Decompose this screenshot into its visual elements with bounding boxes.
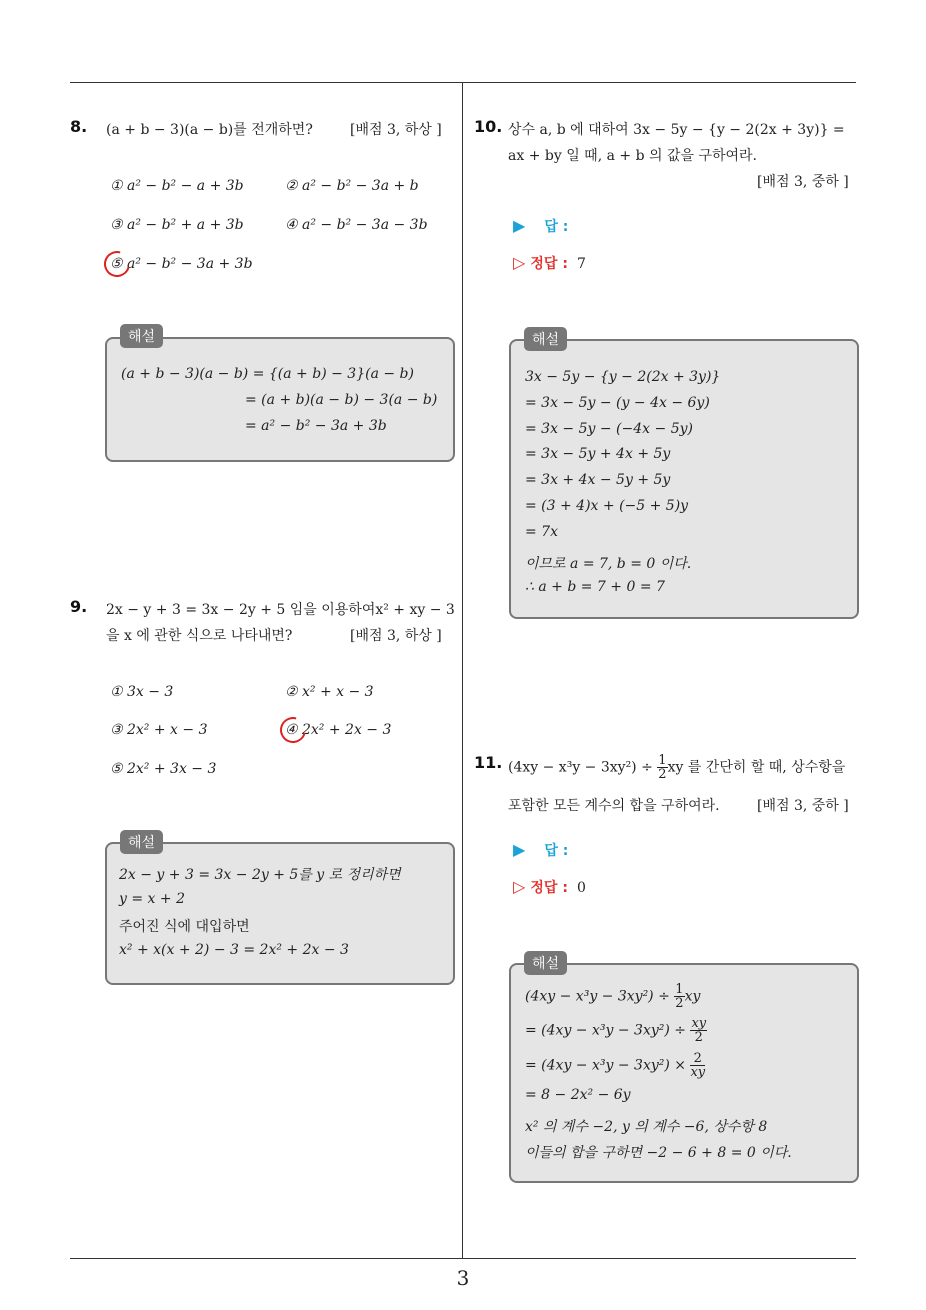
- q10-key-row: [513, 253, 586, 273]
- q10-number: 10.: [474, 117, 503, 136]
- q10-explain-line-8: 이므로 a = 7, b = 0 이다.: [525, 556, 692, 572]
- q10-explain-line-2: = 3x − 5y − (y − 4x − 6y): [525, 395, 710, 411]
- q11-grade: [배점 3, 중하 ]: [757, 798, 849, 814]
- q11-stem-line-2: 포함한 모든 계수의 합을 구하여라.: [508, 798, 720, 814]
- q10-explain-line-9: ∴ a + b = 7 + 0 = 7: [525, 579, 665, 595]
- q10-grade: [배점 3, 중하 ]: [757, 174, 849, 190]
- play-icon: ▶: [513, 840, 526, 859]
- q11-explanation-box: [509, 963, 859, 1183]
- q11-stem-line-1: [508, 754, 845, 781]
- q8-explain-line-3: = a² − b² − 3a + 3b: [245, 418, 387, 434]
- q10-explain-line-5: = 3x + 4x − 5y + 5y: [525, 472, 671, 488]
- q8-option-2[interactable]: ② a² − b² − 3a + b: [285, 178, 419, 194]
- q8-stem: (a + b − 3)(a − b)를 전개하면?: [106, 122, 313, 138]
- q11-stem-pre: (4xy − x³y − 3xy²) ÷: [508, 759, 658, 776]
- q10-explain-line-1: 3x − 5y − {y − 2(2x + 3y)}: [525, 369, 721, 385]
- q8-option-1[interactable]: ① a² − b² − a + 3b: [110, 178, 244, 194]
- q10-stem-line-1: 상수 a, b 에 대하여 3x − 5y − {y − 2(2x + 3y)} =: [508, 122, 845, 138]
- q11-explanation-tag: 해설: [524, 951, 567, 975]
- q8-answer-mark: [99, 246, 135, 282]
- outline-play-icon: ▷: [513, 253, 526, 272]
- q8-option-4[interactable]: ④ a² − b² − 3a − 3b: [285, 217, 428, 233]
- play-icon: ▶: [513, 216, 526, 235]
- q11-explain-fraction-3: $\frac{2}{xy}$: [690, 1051, 706, 1080]
- q9-option-5[interactable]: ⑤ 2x² + 3x − 3: [110, 761, 217, 777]
- q9-explanation-tag: 해설: [120, 830, 163, 854]
- q9-option-3[interactable]: ③ 2x² + x − 3: [110, 722, 208, 738]
- q11-explain-line-6: 이들의 합을 구하면 −2 − 6 + 8 = 0 이다.: [525, 1145, 792, 1161]
- q9-grade: [배점 3, 하상 ]: [350, 628, 442, 644]
- q9-option-1[interactable]: ① 3x − 3: [110, 684, 174, 700]
- q11-explain-fraction-2: $\frac{xy}{2}$: [691, 1016, 707, 1045]
- q10-answer-row[interactable]: [513, 216, 568, 236]
- q10-key-value: 7: [577, 256, 586, 272]
- q11-explain-line-4: = 8 − 2x² − 6y: [525, 1087, 631, 1103]
- q8-explanation-box: [105, 337, 455, 462]
- q10-key-label: 정답 :: [530, 256, 568, 272]
- q11-explain-fraction-1: $\frac{1}{2}$: [675, 982, 684, 1011]
- q8-option-3[interactable]: ③ a² − b² + a + 3b: [110, 217, 244, 233]
- q11-answer-row[interactable]: [513, 840, 568, 860]
- q11-number: 11.: [474, 753, 503, 772]
- q8-explanation-tag: 해설: [120, 324, 163, 348]
- q10-explanation-tag: 해설: [524, 327, 567, 351]
- q9-answer-mark: [275, 712, 311, 748]
- q11-explain-line-5: x² 의 계수 −2, y 의 계수 −6, 상수항 8: [525, 1119, 768, 1135]
- q9-explain-line-1: 2x − y + 3 = 3x − 2y + 5를 y 로 정리하면: [119, 867, 401, 883]
- bottom-rule: [70, 1258, 856, 1259]
- q9-number: 9.: [70, 597, 88, 616]
- q10-explain-line-3: = 3x − 5y − (−4x − 5y): [525, 421, 693, 437]
- q8-grade: [배점 3, 하상 ]: [350, 122, 442, 138]
- q9-explain-line-3: 주어진 식에 대입하면: [119, 919, 250, 935]
- q8-number: 8.: [70, 117, 88, 136]
- q10-explain-line-4: = 3x − 5y + 4x + 5y: [525, 446, 671, 462]
- page-number: 3: [456, 1266, 470, 1290]
- q8-explain-line-2: = (a + b)(a − b) − 3(a − b): [245, 392, 438, 408]
- q11-key-row: [513, 877, 586, 897]
- q10-explanation-box: [509, 339, 859, 619]
- q9-explain-line-4: x² + x(x + 2) − 3 = 2x² + 2x − 3: [119, 942, 349, 958]
- q10-stem-line-2: ax + by 일 때, a + b 의 값을 구하여라.: [508, 148, 758, 164]
- q11-stem-post: xy 를 간단히 할 때, 상수항을: [667, 759, 846, 776]
- q10-answer-label: 답 :: [544, 219, 569, 235]
- q10-explain-line-7: = 7x: [525, 524, 558, 540]
- q8-option-5[interactable]: ⑤ a² − b² − 3a + 3b: [110, 256, 253, 272]
- q11-stem-fraction: $\frac{1}{2}$: [658, 753, 667, 782]
- outline-play-icon: ▷: [513, 877, 526, 896]
- q9-explain-line-2: y = x + 2: [119, 891, 185, 907]
- q11-explain-line-1: (4xy − x³y − 3xy²) ÷ $\frac{1}{2}$ xy: [525, 982, 701, 1011]
- top-rule: [70, 82, 856, 83]
- q9-stem-line-1: 2x − y + 3 = 3x − 2y + 5 임을 이용하여x² + xy − 3: [106, 602, 455, 618]
- q9-explanation-box: [105, 842, 455, 985]
- q11-answer-label: 답 :: [544, 843, 569, 859]
- q9-stem-line-2: 을 x 에 관한 식으로 나타내면?: [106, 628, 293, 644]
- q9-option-2[interactable]: ② x² + x − 3: [285, 684, 374, 700]
- q11-explain-line-2: = (4xy − x³y − 3xy²) ÷ $\frac{xy}{2}$: [525, 1016, 707, 1045]
- q11-key-label: 정답 :: [530, 880, 568, 896]
- q11-key-value: 0: [577, 880, 586, 896]
- column-divider: [462, 83, 463, 1259]
- q11-explain-line-3: = (4xy − x³y − 3xy²) × $\frac{2}{xy}$: [525, 1051, 706, 1080]
- q9-option-4[interactable]: ④ 2x² + 2x − 3: [285, 722, 392, 738]
- q8-explain-line-1: (a + b − 3)(a − b) = {(a + b) − 3}(a − b): [121, 366, 414, 382]
- q10-explain-line-6: = (3 + 4)x + (−5 + 5)y: [525, 498, 689, 514]
